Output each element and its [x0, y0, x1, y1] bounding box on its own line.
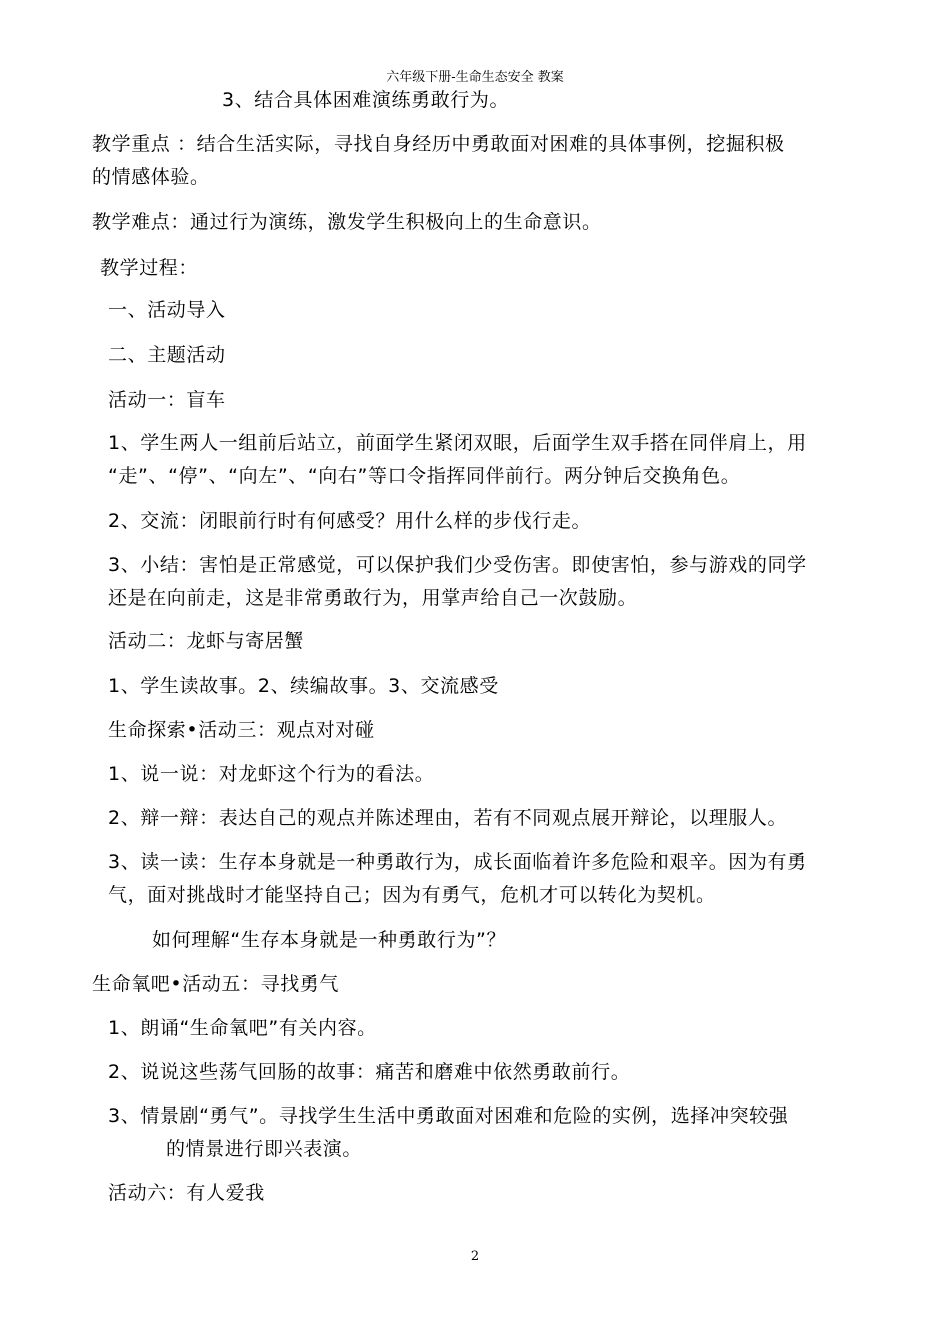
activity-1-step-3-line-1: 3、小结：害怕是正常感觉，可以保护我们少受伤害。即使害怕，参与游戏的同学: [108, 554, 807, 576]
activity-3-question: 如何理解“生存本身就是一种勇敢行为”？: [152, 929, 507, 951]
activity-1-step-1-line-2: “走”、“停”、“向左”、“向右”等口令指挥同伴前行。两分钟后交换角色。: [108, 465, 741, 487]
activity-2-heading: 活动二：龙虾与寄居蟹: [108, 630, 305, 652]
section-2-heading: 二、主题活动: [108, 344, 226, 366]
activity-5-step-2: 2、说说这些荡气回肠的故事：痛苦和磨难中依然勇敢前行。: [108, 1061, 631, 1083]
activity-1-heading: 活动一：盲车: [108, 389, 226, 411]
difficulty-line: 教学难点：通过行为演练，激发学生积极向上的生命意识。: [92, 211, 602, 233]
activity-3-step-3-line-1: 3、读一读：生存本身就是一种勇敢行为，成长面临着许多危险和艰辛。因为有勇: [108, 851, 807, 873]
activity-3-heading: 生命探索•活动三：观点对对碰: [108, 719, 375, 741]
activity-6-heading: 活动六：有人爱我: [108, 1182, 265, 1204]
activity-1-step-2: 2、交流：闭眼前行时有何感受？用什么样的步伐行走。: [108, 510, 592, 532]
activity-5-step-3-line-2: 的情景进行即兴表演。: [166, 1138, 363, 1160]
activity-1-step-1-line-1: 1、学生两人一组前后站立，前面学生紧闭双眼，后面学生双手搭在同伴肩上，用: [108, 432, 807, 454]
activity-2-steps: 1、学生读故事。2、续编故事。3、交流感受: [108, 675, 499, 697]
activity-3-step-3-line-2: 气，面对挑战时才能坚持自己；因为有勇气，危机才可以转化为契机。: [108, 884, 716, 906]
activity-3-step-1: 1、说一说：对龙虾这个行为的看法。: [108, 763, 435, 785]
activity-5-step-1: 1、朗诵“生命氧吧”有关内容。: [108, 1017, 377, 1039]
activity-3-step-2: 2、辩一辩：表达自己的观点并陈述理由，若有不同观点展开辩论，以理服人。: [108, 807, 788, 829]
activity-5-heading: 生命氧吧•活动五：寻找勇气: [92, 973, 340, 995]
section-1-heading: 一、活动导入: [108, 299, 226, 321]
objective-3-line: 3、结合具体困难演练勇敢行为。: [222, 89, 510, 111]
key-point-line-1: 教学重点 ：结合生活实际，寻找自身经历中勇敢面对困难的具体事例，挖掘积极: [92, 133, 785, 155]
activity-1-step-3-line-2: 还是在向前走，这是非常勇敢行为，用掌声给自己一次鼓励。: [108, 587, 638, 609]
key-point-line-2: 的情感体验。: [92, 166, 210, 188]
activity-5-step-3-line-1: 3、情景剧“勇气”。寻找学生生活中勇敢面对困难和危险的实例，选择冲突较强: [108, 1105, 789, 1127]
process-heading: 教学过程：: [100, 257, 199, 279]
page-number: 2: [470, 1249, 480, 1264]
page-header: 六年级下册-生命生态安全 教案: [386, 70, 564, 85]
